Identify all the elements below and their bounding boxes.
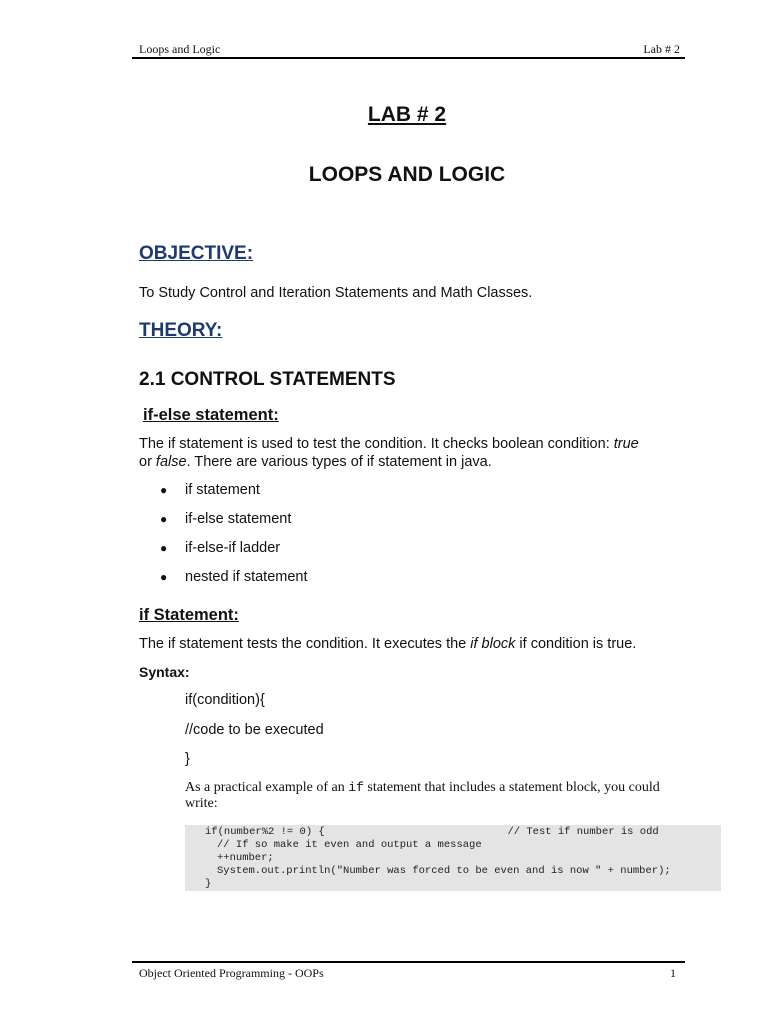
objective-heading: OBJECTIVE:: [139, 243, 254, 264]
code-line: if(number%2 != 0) { // Test if number is odd: [205, 826, 659, 838]
if-statement-text: The if statement tests the condition. It executes the if block if condition is true.: [139, 636, 637, 652]
if-statement-heading: if Statement:: [139, 606, 239, 624]
header-rule: [132, 57, 685, 59]
page-number: 1: [670, 966, 676, 980]
bullet-icon: ●: [160, 541, 168, 555]
code-line: // If so make it even and output a message: [217, 839, 482, 851]
page-title: LOOPS AND LOGIC: [308, 163, 506, 186]
code-line: System.out.println("Number was forced to be even and is now " + number);: [217, 865, 671, 877]
list-item: ● if-else-if ladder: [160, 540, 281, 556]
if-keyword: if: [348, 780, 364, 795]
if-block-term: if block: [470, 636, 516, 652]
example-paragraph: As a practical example of an if statement that includes a statement block, you could write:: [185, 780, 660, 811]
footer-rule: [132, 961, 685, 963]
syntax-line-2: //code to be executed: [185, 722, 324, 738]
control-statements-heading: 2.1 CONTROL STATEMENTS: [139, 369, 396, 390]
if-else-text-2: or: [139, 454, 156, 470]
list-item: ● if-else statement: [160, 511, 292, 527]
syntax-line-3: }: [185, 751, 190, 767]
lab-title: LAB # 2: [367, 103, 447, 126]
if-else-text-3: . There are various types of if statement in java.: [186, 454, 492, 470]
bullet-icon: ●: [160, 570, 168, 584]
theory-heading: THEORY:: [139, 320, 223, 341]
syntax-line-1: if(condition){: [185, 692, 265, 708]
code-line: }: [205, 878, 212, 890]
if-else-text-1: The if statement is used to test the condition. It checks boolean condition:: [139, 436, 614, 452]
false-word: false: [155, 454, 187, 470]
true-word: true: [613, 436, 639, 452]
code-line: ++number;: [217, 852, 274, 864]
bullet-icon: ●: [160, 483, 168, 497]
syntax-label: Syntax:: [139, 664, 190, 680]
footer-course: Object Oriented Programming - OOPs: [139, 966, 324, 980]
code-example-block: [185, 825, 721, 891]
objective-text: To Study Control and Iteration Statements and Math Classes.: [139, 285, 533, 301]
running-header-lab: Lab # 2: [643, 42, 680, 56]
running-header-title: Loops and Logic: [139, 42, 221, 56]
if-else-paragraph: [139, 435, 699, 471]
bullet-icon: ●: [160, 512, 168, 526]
if-types-list: [160, 480, 308, 596]
list-item: ● if statement: [160, 482, 260, 498]
list-item: ● nested if statement: [160, 569, 308, 585]
if-else-heading: if-else statement:: [143, 406, 279, 424]
